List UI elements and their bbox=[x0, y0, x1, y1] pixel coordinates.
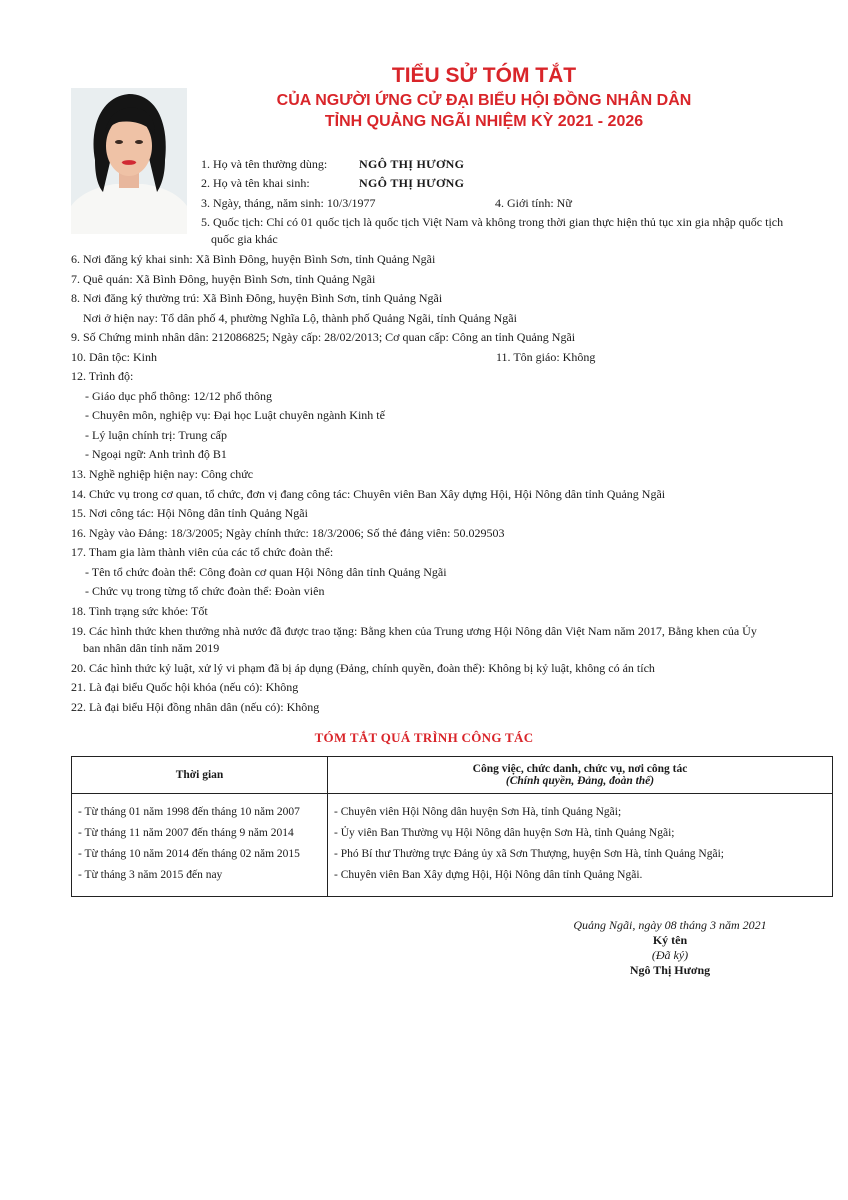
item-occupation: 13. Nghề nghiệp hiện nay: Công chức bbox=[71, 467, 254, 481]
item-position: 14. Chức vụ trong cơ quan, tổ chức, đơn vị đang công tác: Chuyên viên Ban Xây dựng Hội, Hội Nông dân tỉnh Quảng Ngãi bbox=[71, 487, 666, 501]
item-education-professional: - Chuyên môn, nghiệp vụ: Đại học Luật chuyên ngành Kinh tế bbox=[85, 408, 385, 422]
document-subtitle-2: TỈNH QUẢNG NGÃI NHIỆM KỲ 2021 - 2026 bbox=[324, 113, 644, 130]
item-discipline: 20. Các hình thức kỷ luật, xử lý vi phạm đã bị áp dụng (Đảng, chính quyền, đoàn thể): Không bị kỷ luật, không có án tích bbox=[71, 661, 655, 675]
job-entry: - Ủy viên Ban Thường vụ Hội Nông dân huyện Sơn Hà, tỉnh Quảng Ngãi; bbox=[334, 827, 675, 839]
time-cell bbox=[72, 794, 328, 897]
item-permanent-residence: 8. Nơi đăng ký thường trú: Xã Bình Đông, huyện Bình Sơn, tỉnh Quảng Ngãi bbox=[71, 291, 443, 305]
item-health: 18. Tình trạng sức khỏe: Tốt bbox=[71, 604, 208, 618]
item-national-assembly: 21. Là đại biểu Quốc hội khóa (nếu có): Không bbox=[71, 680, 299, 694]
document-subtitle-1: CỦA NGƯỜI ỨNG CỬ ĐẠI BIỂU HỘI ĐỒNG NHÂN DÂN bbox=[276, 92, 692, 109]
item-party: 16. Ngày vào Đảng: 18/3/2005; Ngày chính thức: 18/3/2006; Số thẻ đảng viên: 50.029503 bbox=[71, 526, 505, 540]
job-cell bbox=[328, 794, 833, 897]
item-current-residence: Nơi ở hiện nay: Tổ dân phố 4, phường Nghĩa Lộ, thành phố Quảng Ngãi, tỉnh Quảng Ngãi bbox=[83, 311, 517, 325]
header-job bbox=[328, 757, 833, 794]
time-entry: - Từ tháng 01 năm 1998 đến tháng 10 năm 2007 bbox=[78, 806, 300, 818]
item-awards: 19. Các hình thức khen thưởng nhà nước đã được trao tặng: Bằng khen của Trung ương Hội Nông dân Việt Nam năm 2017, Bằng khen của Ủy bbox=[71, 624, 757, 638]
item-nationality: 5. Quốc tịch: Chỉ có 01 quốc tịch là quốc tịch Việt Nam và không trong thời gian thực hiện thủ tục xin gia nhập quốc tịch bbox=[201, 215, 784, 229]
signature-status: (Đã ký) bbox=[651, 948, 689, 962]
item-workplace: 15. Nơi công tác: Hội Nông dân tỉnh Quảng Ngãi bbox=[71, 506, 308, 520]
item-birth-registration: 6. Nơi đăng ký khai sinh: Xã Bình Đông, huyện Bình Sơn, tỉnh Quảng Ngãi bbox=[71, 252, 436, 266]
item-birth-name-label: 2. Họ và tên khai sinh: bbox=[201, 176, 310, 190]
work-history-table bbox=[71, 756, 833, 897]
item-religion: 11. Tôn giáo: Không bbox=[496, 350, 596, 364]
item-hometown: 7. Quê quán: Xã Bình Đông, huyện Bình Sơn, tỉnh Quảng Ngãi bbox=[71, 272, 376, 286]
signature-place-date: Quảng Ngãi, ngày 08 tháng 3 năm 2021 bbox=[573, 918, 767, 932]
item-id-card: 9. Số Chứng minh nhân dân: 212086825; Ngày cấp: 28/02/2013; Cơ quan cấp: Công an tỉnh Quảng Ngãi bbox=[71, 330, 576, 344]
item-birth-date: 3. Ngày, tháng, năm sinh: 10/3/1977 bbox=[201, 196, 376, 210]
common-name-value: NGÔ THỊ HƯƠNG bbox=[359, 157, 465, 171]
item-education-political: - Lý luận chính trị: Trung cấp bbox=[85, 428, 227, 442]
table-header-row bbox=[72, 757, 833, 794]
header-job-sublabel: (Chính quyền, Đảng, đoàn thể) bbox=[505, 775, 655, 787]
job-entry: - Phó Bí thư Thường trực Đảng ủy xã Sơn Thượng, huyện Sơn Hà, tỉnh Quảng Ngãi; bbox=[334, 848, 724, 860]
item-organization-role: - Chức vụ trong từng tổ chức đoàn thể: Đoàn viên bbox=[85, 584, 325, 598]
item-birth-name bbox=[201, 176, 310, 191]
birth-name-value: NGÔ THỊ HƯƠNG bbox=[359, 176, 465, 190]
item-gender: 4. Giới tính: Nữ bbox=[495, 196, 572, 210]
item-organizations: 17. Tham gia làm thành viên của các tổ chức đoàn thể: bbox=[71, 545, 334, 559]
header-job-label: Công việc, chức danh, chức vụ, nơi công tác bbox=[472, 763, 688, 775]
time-entry: - Từ tháng 11 năm 2007 đến tháng 9 năm 2014 bbox=[78, 827, 294, 839]
time-entry: - Từ tháng 10 năm 2014 đến tháng 02 năm 2015 bbox=[78, 848, 300, 860]
time-entry: - Từ tháng 3 năm 2015 đến nay bbox=[78, 869, 223, 881]
signature-name: Ngô Thị Hương bbox=[629, 963, 711, 977]
item-common-name bbox=[201, 157, 327, 172]
item-ethnicity: 10. Dân tộc: Kinh bbox=[71, 350, 157, 364]
item-education: 12. Trình độ: bbox=[71, 369, 134, 383]
item-education-general: - Giáo dục phổ thông: 12/12 phổ thông bbox=[85, 389, 272, 403]
document-title: TIỂU SỬ TÓM TẮT bbox=[391, 64, 577, 87]
portrait-photo bbox=[71, 88, 187, 234]
item-organization-name: - Tên tổ chức đoàn thể: Công đoàn cơ quan Hội Nông dân tỉnh Quảng Ngãi bbox=[85, 565, 447, 579]
signature-block bbox=[520, 918, 820, 978]
job-entry: - Chuyên viên Hội Nông dân huyện Sơn Hà, tỉnh Quảng Ngãi; bbox=[334, 806, 622, 818]
work-history-title: TÓM TẮT QUÁ TRÌNH CÔNG TÁC bbox=[314, 730, 534, 745]
signature-label: Ký tên bbox=[652, 933, 688, 947]
table-row bbox=[72, 794, 833, 897]
item-education-language: - Ngoại ngữ: Anh trình độ B1 bbox=[85, 447, 227, 461]
header-time-label: Thời gian bbox=[175, 769, 224, 781]
job-entry: - Chuyên viên Ban Xây dựng Hội, Hội Nông dân tỉnh Quảng Ngãi. bbox=[334, 869, 643, 881]
item-awards-cont: ban nhân dân tỉnh năm 2019 bbox=[83, 641, 220, 655]
header-time bbox=[72, 757, 328, 794]
item-nationality-cont: quốc gia khác bbox=[211, 232, 278, 246]
item-common-name-label: 1. Họ và tên thường dùng: bbox=[201, 157, 328, 171]
item-peoples-council: 22. Là đại biểu Hội đồng nhân dân (nếu có): Không bbox=[71, 700, 320, 714]
